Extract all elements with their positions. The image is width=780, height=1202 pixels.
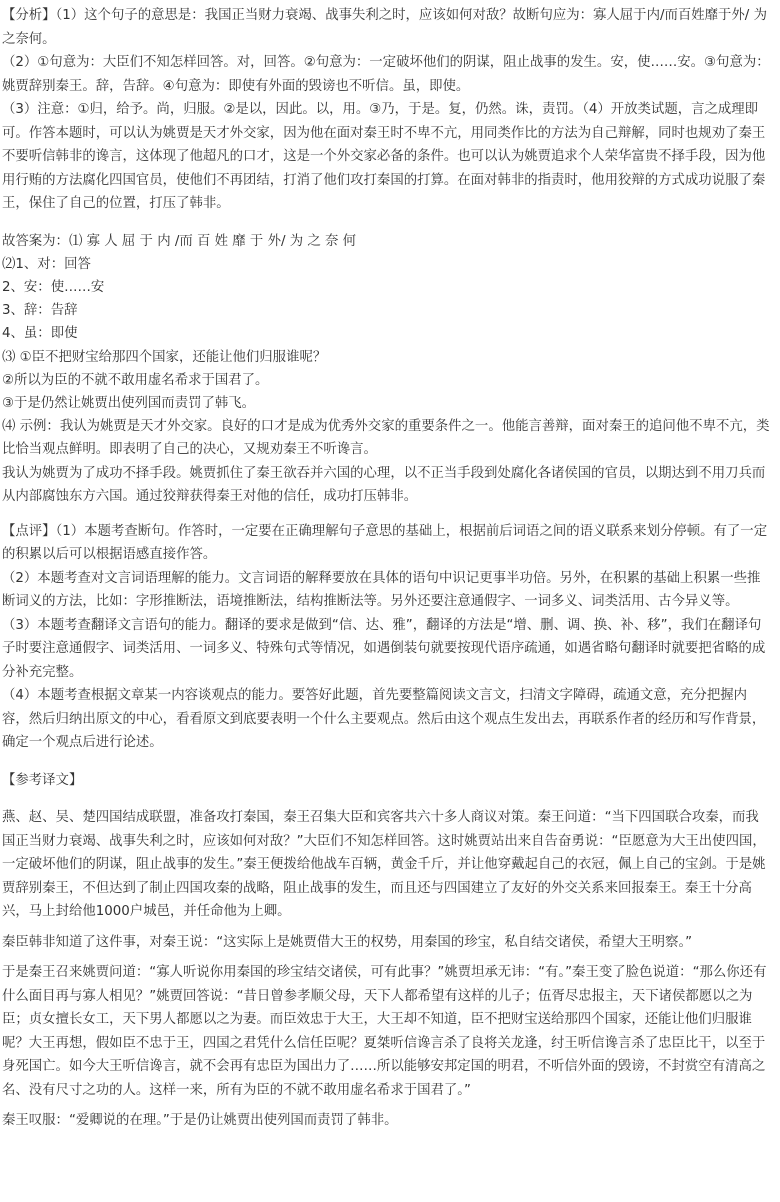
answer-line-3: 2、安：使……安 [2,279,105,295]
comment-paragraph-1: 【点评】（1）本题考查断句。作答时，一定要在正确理解句子意思的基础上，根据前后词语之间的语义联系来划分停顿。有了一定的积累以后可以根据语感直接作答。 [2,523,768,563]
analysis-paragraph-3: （3）注意：①归，给予。尚，归服。②是以，因此。以，用。③乃，于是。复，仍然。诛，责罚。（4）开放类试题，言之成理即可。作答本题时，可以认为姚贾是天才外交家，因为他在面对秦王时不卑不亢，用同类作比的方法为自己辩解，同时也规劝了秦王不要听信韩非的谗言，这体现了他超凡的口才，这是一个外交家必备的条件。也可以认为姚贾追求个人荣华富贵不择手段，因为他用行贿的方法腐化四国官员，使他们不再团结，打消了他们攻打秦国的打算。在面对韩非的指责时，他用狡辩的方式成功说服了秦王，保住了自己的位置，打压了韩非。 [2,102,766,211]
translation-paragraph-4: 秦王叹服：“爱卿说的在理。”于是仍让姚贾出使列国而责罚了韩非。 [2,1113,398,1129]
spacer [2,508,772,520]
analysis-paragraph-1: 【分析】（1）这个句子的意思是：我国正当财力衰竭、战事失利之时，应该如何对敌？故断句应为：寡人屈于内/而百姓靡于外/ 为之奈何。 [2,8,767,47]
answer-line-4: 3、辞：告辞 [2,303,78,319]
translation-heading: 【参考译文】 [2,772,83,788]
translation-paragraph-1: 燕、赵、吴、楚四国结成联盟，准备攻打秦国，秦王召集大臣和宾客共六十多人商议对策。秦王问道：“当下四国联合攻秦，而我国正当财力衰竭、战事失利之时，应该如何对敌？”大臣们不知怎样回答。这时姚贾站出来自告奋勇说：“臣愿意为大王出使四国，一定破坏他们的阴谋，阻止战事的发生。”秦王便拨给他战车百辆，黄金千斤，并让他穿戴起自己的衣冠，佩上自己的宝剑。于是姚贾辞别秦王，不但达到了制止四国攻秦的战略，阻止战事的发生，而且还与四国建立了友好的外交关系来回报秦王。秦王十分高兴，马上封给他1000户城邑，并任命他为上卿。 [2,810,766,920]
translation-paragraph-2: 秦臣韩非知道了这件事，对秦王说：“这实际上是姚贾借大王的权势，用秦国的珍宝，私自结交诸侯，希望大王明察。” [2,934,693,950]
answer-line-7: ②所以为臣的不就不敢用虚名希求于国君了。 [2,372,269,388]
analysis-paragraph-2: （2）①句意为：大臣们不知怎样回答。对，回答。②句意为：一定破坏他们的阴谋，阻止战事的发生。安，使……安。③句意为：姚贾辞别秦王。辞，告辞。④句意为：即使有外面的毁谤也不听信。虽，即使。 [2,55,770,94]
comment-paragraph-4: （4）本题考查根据文章某一内容谈观点的能力。要答好此题，首先要整篇阅读文言文，扫清文字障碍，疏通文意，充分把握内容，然后归纳出原文的中心，看看原文到底要表明一个什么主要观点。然后由这个观点生发出去，再联系作者的经历和写作背景，确定一个观点后进行论述。 [2,688,766,751]
spacer [2,954,772,961]
spacer [2,216,772,230]
answer-line-1: 故答案为：⑴ 寡 人 屈 于 内 /而 百 姓 靡 于 外/ 为 之 奈 何 [2,233,357,249]
answer-line-5: 4、虽：即使 [2,326,78,342]
answer-line-9: ⑷ 示例：我认为姚贾是天才外交家。良好的口才是成为优秀外交家的重要条件之一。他能言善辩，面对秦王的追问他不卑不亢，类比恰当观点鲜明。即表明了自己的决心，又规劝秦王不听谗言。 [2,419,770,458]
answer-line-8: ③于是仍然让姚贾出使列国而责罚了韩飞。 [2,395,256,411]
spacer [2,1102,772,1109]
answer-line-2: ⑵1、对：回答 [2,256,91,272]
spacer [2,792,772,806]
translation-paragraph-3: 于是秦王召来姚贾问道：“寡人听说你用秦国的珍宝结交诸侯，可有此事？”姚贾坦承无讳：“有。”秦王变了脸色说道：“那么你还有什么面目再与寡人相见？”姚贾回答说：“昔日曾参孝顺父母，天下人都希望有这样的儿子；伍胥尽忠报主，天下诸侯都愿以之为臣；贞女擅长女工，天下男人都愿以之为妻。而臣效忠于大王，大王却不知道，臣不把财宝送给那四个国家，还能让他们归服谁呢？大王再想，假如臣不忠于王，四国之君凭什么信任臣呢？夏桀听信谗言杀了良将关龙逢，纣王听信谗言杀了忠臣比干，以至于身死国亡。如今大王听信谗言，就不会再有忠臣为国出力了……所以能够安邦定国的明君，不听信外面的毁谤，不封赏空有清高之名、没有尺寸之功的人。这样一来，所有为臣的不就不敢用虚名希求于国君了。” [2,965,767,1098]
answer-line-10: 我认为姚贾为了成功不择手段。姚贾抓住了秦王欲吞并六国的心理，以不正当手段到处腐化各诸侯国的官员，以期达到不用刀兵而从内部腐蚀东方六国。通过狡辩获得秦王对他的信任，成功打压韩非。 [2,465,766,504]
answer-line-6: ⑶ ①臣不把财宝给那四个国家，还能让他们归服谁呢？ [2,349,327,365]
spacer [2,755,772,769]
comment-paragraph-2: （2）本题考查对文言词语理解的能力。文言词语的解释要放在具体的语句中识记更事半功倍。另外，在积累的基础上积累一些推断词义的方法，比如：字形推断法，语境推断法，结构推断法等。另外还要注意通假字、一词多义、词类活用、古今异义等。 [2,570,761,610]
comment-paragraph-3: （3）本题考查翻译文言语句的能力。翻译的要求是做到“信、达、雅”，翻译的方法是“增、删、调、换、补、移”，我们在翻译句子时要注意通假字、词类活用、一词多义、特殊句式等情况，如遇倒装句就要按现代语序疏通，如遇省略句翻译时就要把省略的成分补充完整。 [2,617,766,680]
spacer [2,924,772,931]
